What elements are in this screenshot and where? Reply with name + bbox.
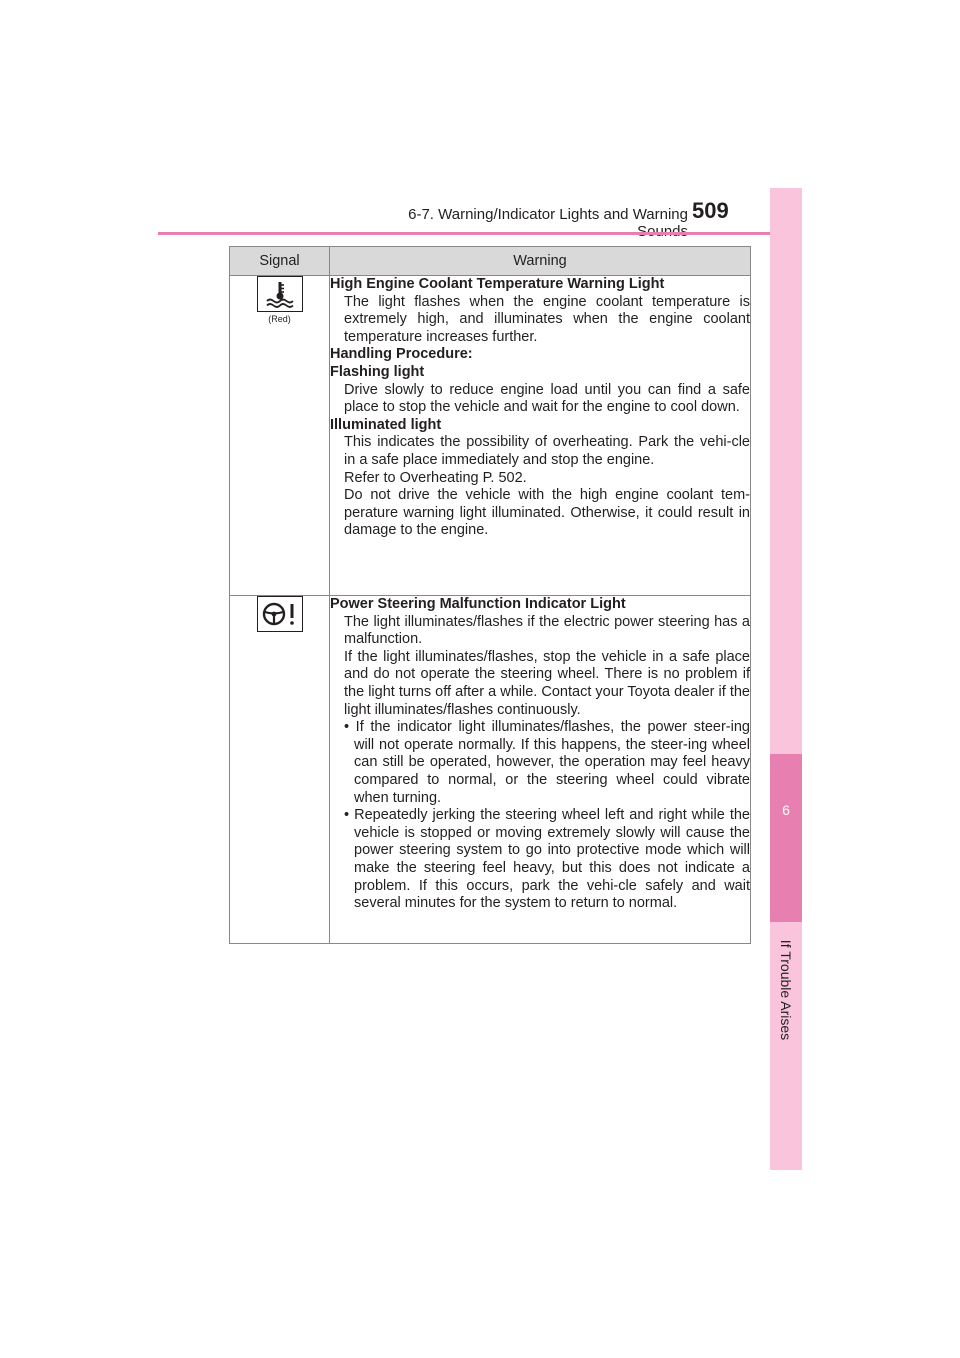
flashing-text: Drive slowly to reduce engine load until you can find a safe place to stop the vehicle and wait for the engine to cool down. bbox=[344, 381, 750, 416]
section-title: 6-7. Warning/Indicator Lights and Warning bbox=[408, 206, 688, 223]
power-steering-icon bbox=[257, 596, 303, 632]
flashing-heading: Flashing light bbox=[330, 363, 425, 380]
bullet-item: • Repeatedly jerking the steering wheel left and right while the vehicle is stopped or moving extremely slowly will cause the power steering system to go into protective mode which will make the steering feel heavy, but this does not indicate a problem. If this occurs, park the vehi-cle safely and wait several minutes for the system to return to normal. bbox=[344, 807, 750, 912]
illuminated-heading: Illuminated light bbox=[330, 416, 442, 433]
overheating-reference: Refer to Overheating P. 502. bbox=[344, 469, 527, 486]
column-header-warning: Warning bbox=[330, 247, 751, 276]
chapter-title: If Trouble Arises bbox=[778, 939, 794, 1041]
chapter-side-tab bbox=[770, 188, 802, 1170]
warning-title: Power Steering Malfunction Indicator Light bbox=[330, 596, 626, 612]
header-rule bbox=[158, 232, 800, 235]
warning-description: The light flashes when the engine coolant temperature is extremely high, and illuminates when the engine coolant temperature increases further. bbox=[344, 293, 750, 345]
column-header-signal: Signal bbox=[230, 247, 330, 276]
warning-title: High Engine Coolant Temperature Warning Light bbox=[330, 276, 665, 292]
warning-lights-table bbox=[229, 246, 751, 944]
signal-cell bbox=[230, 596, 330, 944]
illuminated-caution: Do not drive the vehicle with the high engine coolant tem-perature warning light illuminated. Otherwise, it could result in damage to the engine. bbox=[344, 487, 750, 539]
table-row bbox=[230, 596, 751, 944]
signal-cell bbox=[230, 276, 330, 596]
illuminated-text: This indicates the possibility of overheating. Park the vehi-cle in a safe place immediately and stop the engine. bbox=[344, 434, 750, 468]
bullet-item: • If the indicator light illuminates/flashes, the power steer-ing will not operate normally. If this happens, the steer-ing wheel can still be operated, however, the operation may feel heavy compared to normal, or the steering wheel could vibrate when turning. bbox=[344, 719, 750, 806]
warning-cell bbox=[330, 596, 751, 944]
icon-color-note: (Red) bbox=[268, 314, 291, 324]
chapter-tab-highlight bbox=[770, 754, 802, 922]
table-header-row bbox=[230, 247, 751, 276]
procedure-heading: Handling Procedure: bbox=[330, 346, 473, 363]
warning-description: The light illuminates/flashes if the electric power steering has a malfunction. bbox=[344, 613, 750, 648]
warning-instruction: If the light illuminates/flashes, stop the vehicle in a safe place and do not operate the steering wheel. There is no problem if the light turns off after a while. Contact your Toyota dealer if the light illuminates/flashes continuously. bbox=[344, 648, 750, 718]
table-row bbox=[230, 276, 751, 596]
coolant-temperature-icon bbox=[257, 276, 303, 312]
page-number: 509 bbox=[692, 198, 729, 223]
chapter-number: 6 bbox=[782, 802, 790, 818]
warning-cell bbox=[330, 276, 751, 596]
